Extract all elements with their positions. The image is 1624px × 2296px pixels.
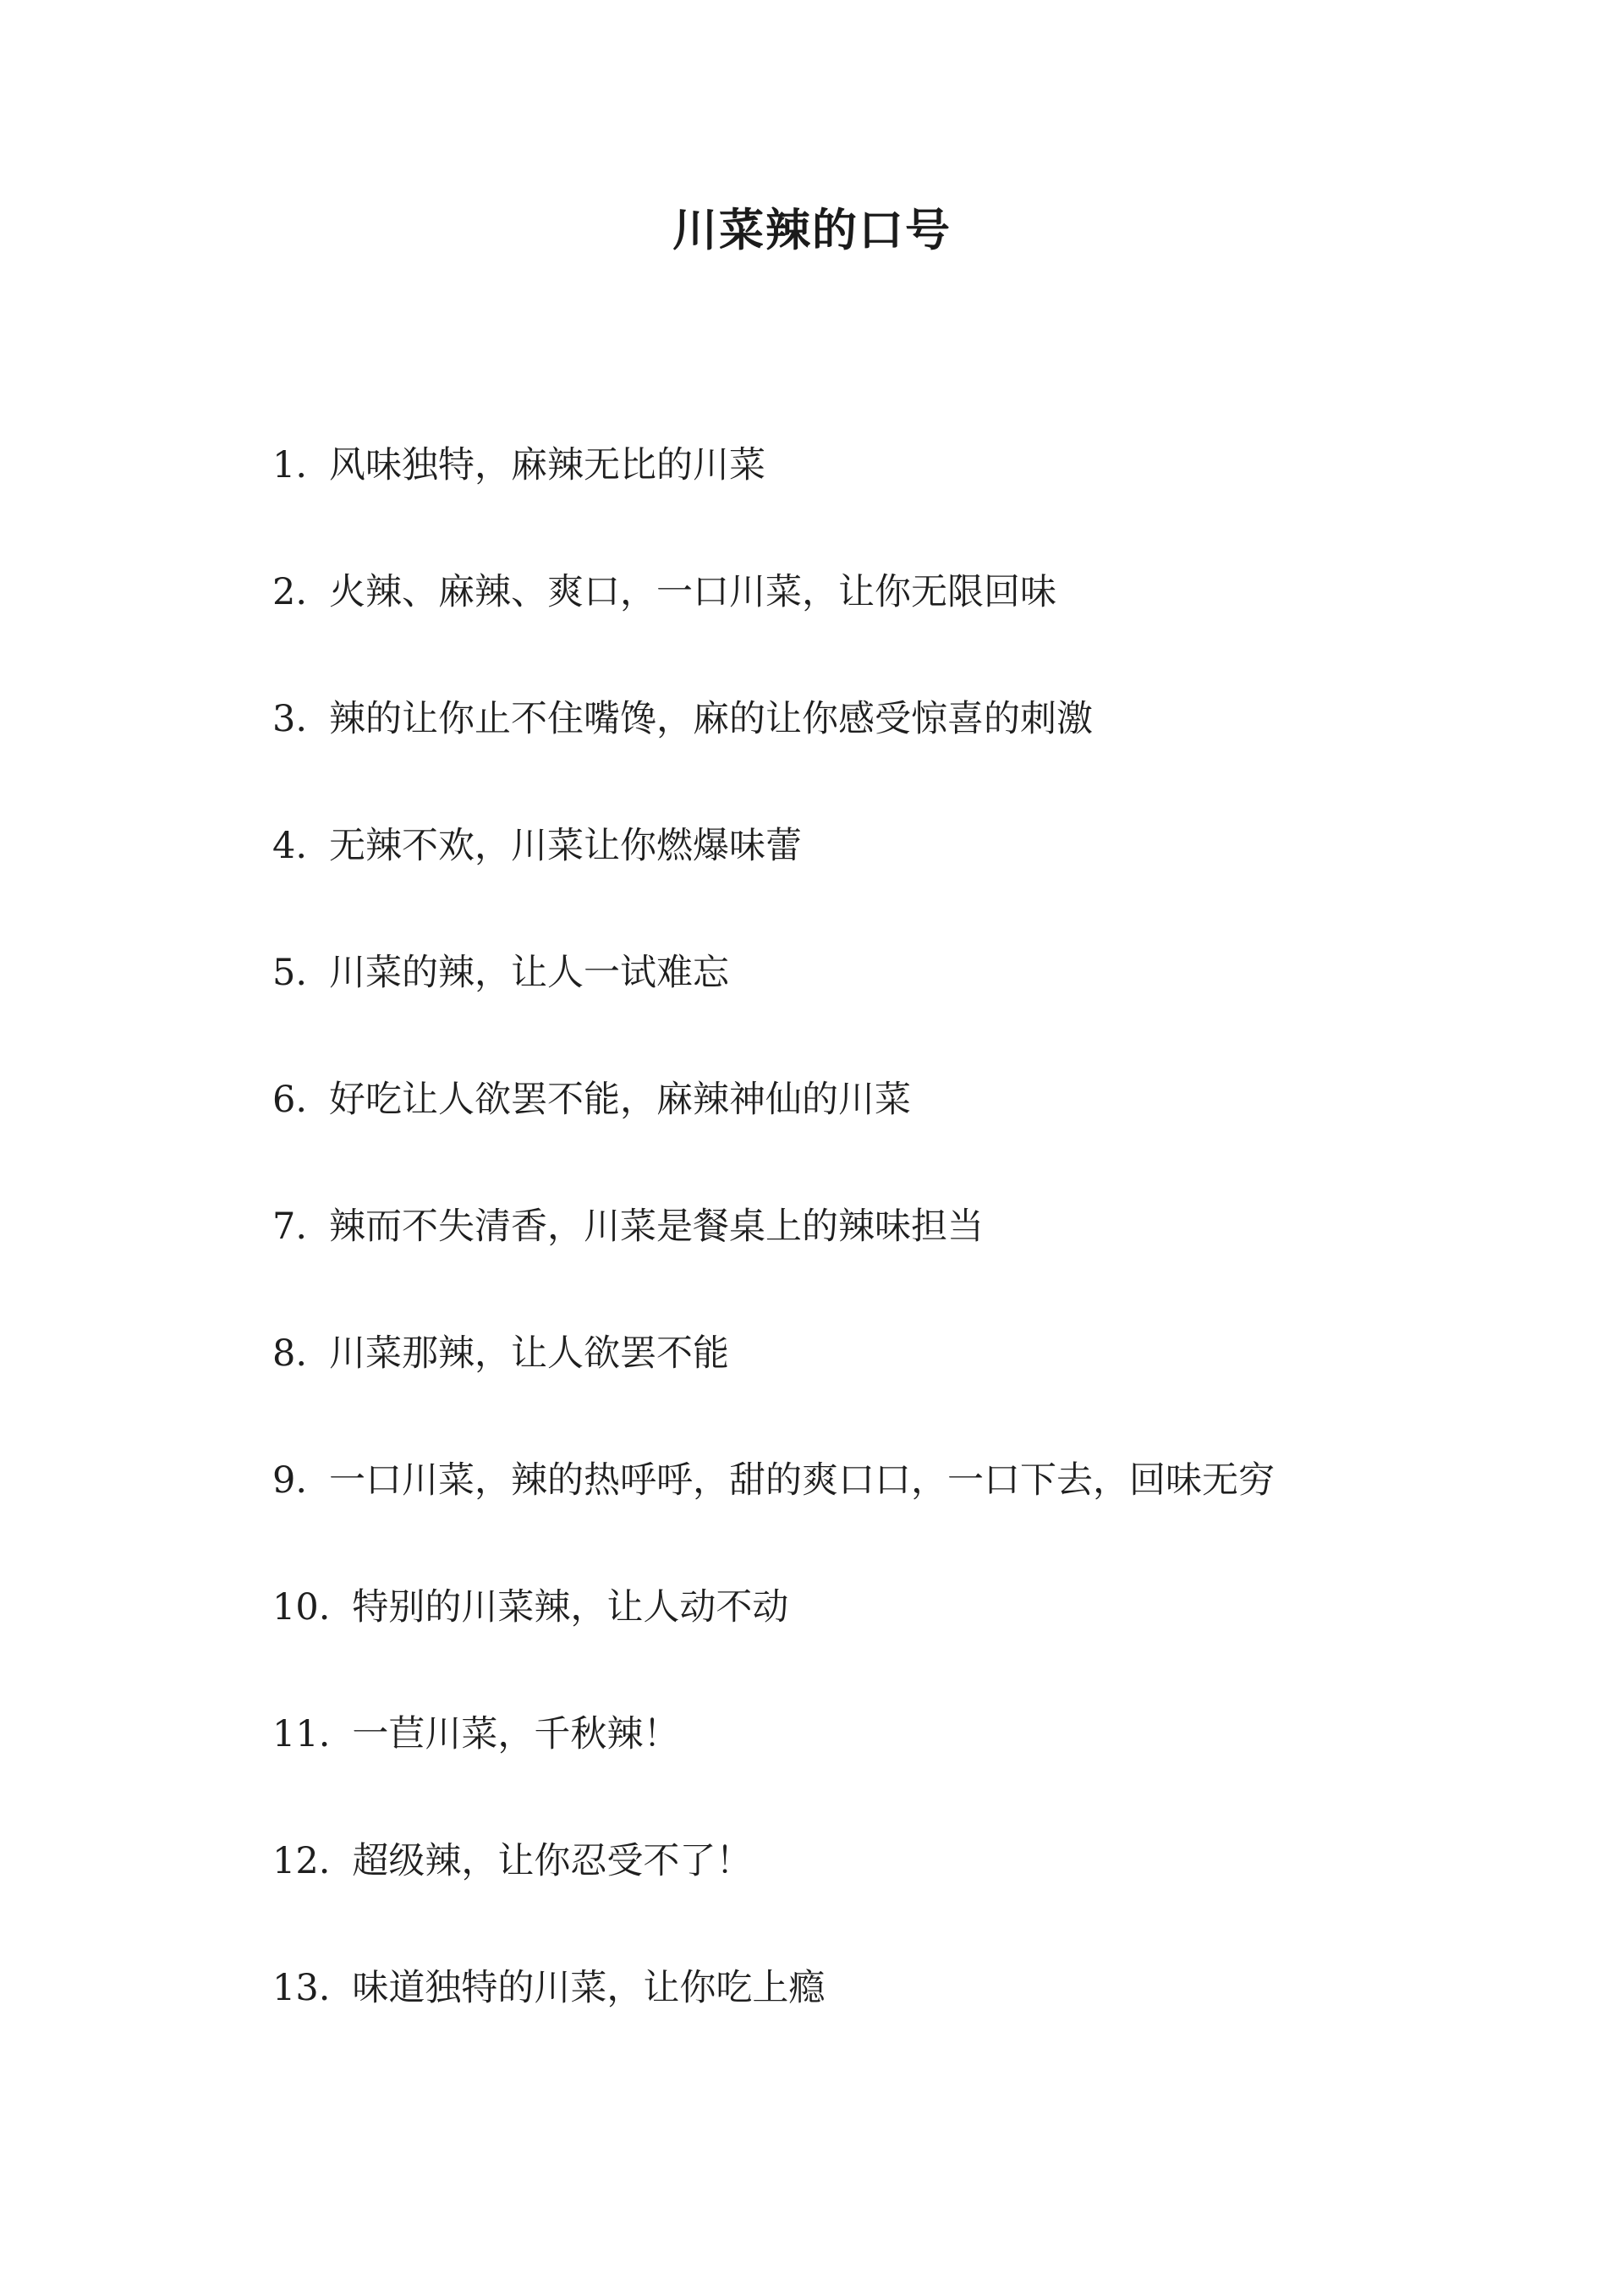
item-number: 9. <box>272 1459 308 1502</box>
item-number: 5. <box>272 952 308 994</box>
list-item <box>272 1705 1457 1832</box>
list-item <box>272 1451 1457 1578</box>
item-number: 4. <box>272 825 308 867</box>
list-item <box>272 1324 1457 1451</box>
item-number: 7. <box>272 1206 308 1248</box>
list-item <box>272 436 1457 563</box>
item-text: 川菜那辣，让人欲罢不能 <box>329 1332 730 1375</box>
item-text: 风味独特，麻辣无比的川菜 <box>329 444 766 486</box>
item-text: 超级辣，让你忍受不了！ <box>352 1840 753 1882</box>
item-number: 2. <box>272 571 308 613</box>
item-number: 8. <box>272 1332 308 1375</box>
item-text: 川菜的辣，让人一试难忘 <box>329 952 730 994</box>
item-text: 一口川菜，辣的热呼呼，甜的爽口口，一口下去，回味无穷 <box>329 1459 1276 1502</box>
document-title: 川菜辣的口号 <box>672 204 952 256</box>
item-number: 12. <box>272 1840 331 1882</box>
list-item <box>272 689 1457 816</box>
item-text: 辣的让你止不住嘴馋，麻的让你感受惊喜的刺激 <box>329 698 1094 740</box>
list-item <box>272 1832 1457 1958</box>
list-item <box>272 1578 1457 1705</box>
item-number: 10. <box>272 1586 331 1629</box>
item-text: 无辣不欢，川菜让你燃爆味蕾 <box>329 825 803 867</box>
item-number: 6. <box>272 1079 308 1121</box>
item-text: 特别的川菜辣，让人动不动 <box>352 1586 789 1629</box>
slogan-list <box>272 436 1457 2085</box>
item-number: 11. <box>272 1713 331 1755</box>
list-item <box>272 1070 1457 1197</box>
item-text: 好吃让人欲罢不能，麻辣神仙的川菜 <box>329 1079 912 1121</box>
item-text: 味道独特的川菜，让你吃上瘾 <box>352 1967 826 2009</box>
item-text: 辣而不失清香，川菜是餐桌上的辣味担当 <box>329 1206 985 1248</box>
list-item <box>272 816 1457 943</box>
item-text: 火辣、麻辣、爽口，一口川菜，让你无限回味 <box>329 571 1057 613</box>
list-item <box>272 943 1457 1070</box>
list-item <box>272 563 1457 689</box>
list-item <box>272 1197 1457 1324</box>
list-item <box>272 1958 1457 2085</box>
item-text: 一苣川菜，千秋辣！ <box>352 1713 680 1755</box>
item-number: 13. <box>272 1967 331 2009</box>
item-number: 3. <box>272 698 308 740</box>
item-number: 1. <box>272 444 308 486</box>
